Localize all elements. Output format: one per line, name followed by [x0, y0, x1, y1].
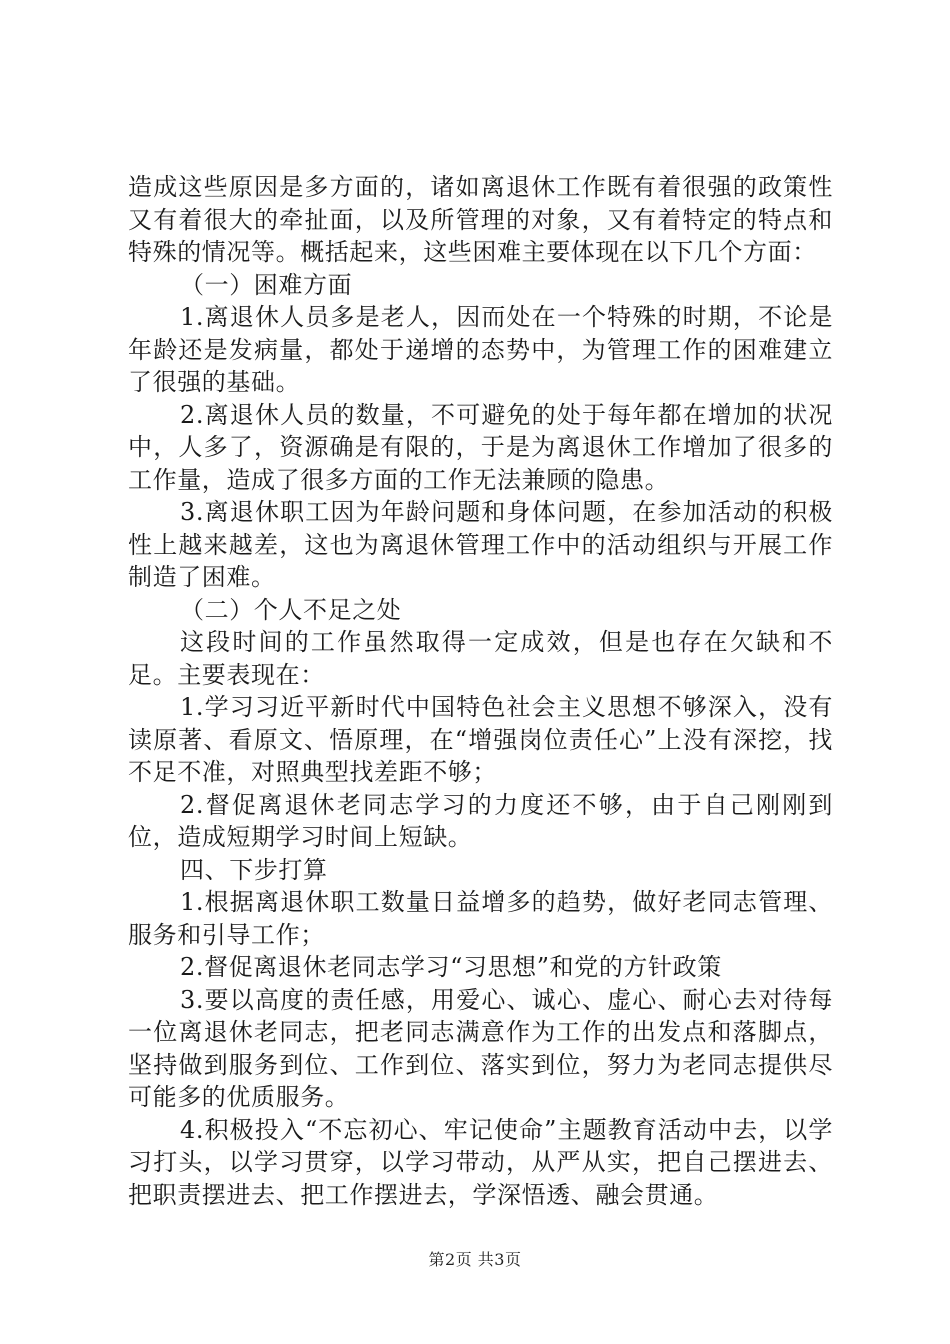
paragraph-plan-2: 2.督促离退休老同志学习“习思想”和党的方针政策 — [180, 953, 722, 981]
paragraph-shortcoming-2: 2.督促离退休老同志学习的力度还不够，由于自己刚刚到位，造成短期学习时间上短缺。 — [128, 790, 833, 851]
paragraph-intro: 造成这些原因是多方面的，诸如离退休工作既有着很强的政策性又有着很大的牵扯面，以及所管理的对象，又有着特定的特点和特殊的情况等。概括起来，这些困难主要体现在以下几个方面： — [128, 173, 833, 266]
paragraph-shortcomings-intro: 这段时间的工作虽然取得一定成效，但是也存在欠缺和不足。主要表现在： — [128, 628, 833, 689]
section-heading-difficulties: （一）困难方面 — [180, 270, 353, 299]
paragraph-shortcoming-1: 1.学习习近平新时代中国特色社会主义思想不够深入，没有读原著、看原文、悟原理，在“增强岗位责任心”上没有深挖，找不足不准，对照典型找差距不够； — [128, 693, 833, 786]
document-body — [128, 171, 833, 1211]
paragraph-plan-1: 1.根据离退休职工数量日益增多的趋势，做好老同志管理、服务和引导工作； — [128, 888, 833, 949]
page-number-footer: 第2页 共3页 — [428, 1250, 522, 1269]
section-heading-next-steps: 四、下步打算 — [180, 855, 328, 884]
paragraph-difficulty-3: 3.离退休职工因为年龄问题和身体问题，在参加活动的积极性上越来越差，这也为离退休管理工作中的活动组织与开展工作制造了困难。 — [128, 498, 833, 591]
paragraph-plan-4: 4.积极投入“不忘初心、牢记使命”主题教育活动中去，以学习打头，以学习贯穿，以学习带动，从严从实，把自己摆进去、把职责摆进去、把工作摆进去，学深悟透、融会贯通。 — [128, 1115, 833, 1209]
paragraph-plan-3: 3.要以高度的责任感，用爱心、诚心、虚心、耐心去对待每一位离退休老同志，把老同志满意作为工作的出发点和落脚点，坚持做到服务到位、工作到位、落实到位，努力为老同志提供尽可能多的优质服务。 — [128, 985, 833, 1111]
paragraph-difficulty-1: 1.离退休人员多是老人，因而处在一个特殊的时期，不论是年龄还是发病量，都处于递增的态势中，为管理工作的困难建立了很强的基础。 — [128, 303, 833, 396]
section-heading-shortcomings: （二）个人不足之处 — [180, 595, 402, 624]
paragraph-difficulty-2: 2.离退休人员的数量，不可避免的处于每年都在增加的状况中，人多了，资源确是有限的，于是为离退休工作增加了很多的工作量，造成了很多方面的工作无法兼顾的隐患。 — [128, 400, 833, 494]
